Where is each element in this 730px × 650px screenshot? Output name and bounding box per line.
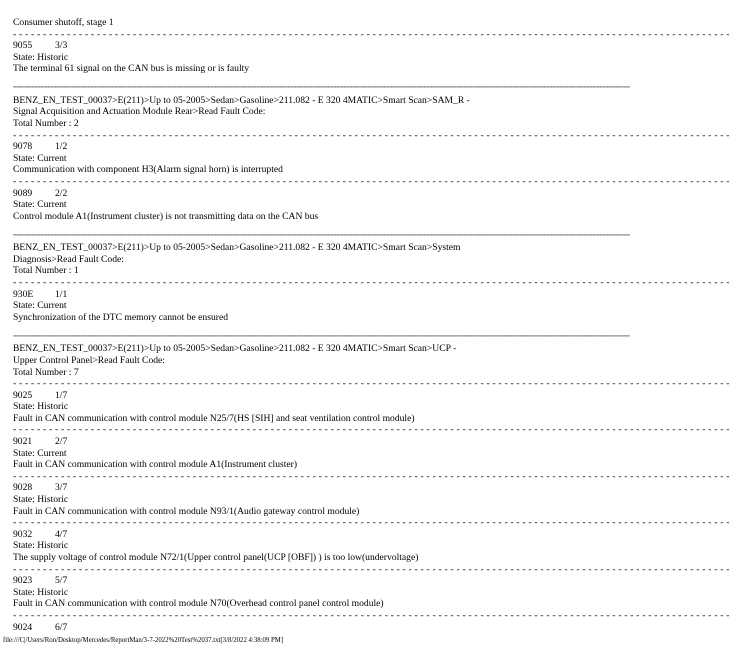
text-line: Total Number : 7 <box>13 366 79 378</box>
dashed-separator: - - - - - - - - - - - - - - - - - - - - - - - - - - - - - - - - - - - - - - - - - - - - - - - - - - - - - - - - - - - - - - - - - - - - - - - - - - - - - - - - - - - - - - - - - - - - - - - - - - - - - - - - - - - - - - - - - - - - - - - - <box>13 28 730 40</box>
fault-code-line <box>13 529 495 541</box>
page-footer-file-path: file:///C|/Users/Ron/Desktop/Mercedes/ReportMan/3-7-2022%20Test%2037.txt[3/8/2022 4:38:09 PM] <box>3 637 284 644</box>
fault-code: 9023 <box>13 575 33 587</box>
blank-line <box>13 222 495 230</box>
fault-index: 1/2 <box>55 141 68 153</box>
fault-code: 9021 <box>13 436 33 448</box>
fault-code-line <box>13 482 495 494</box>
text-line: Control module A1(Instrument cluster) is not transmitting data on the CAN bus <box>13 210 319 222</box>
text-line: Signal Acquisition and Actuation Module Rear>Read Fault Code: <box>13 106 266 118</box>
double-line-separator: ======================================================================================================================================================================================================== <box>13 333 630 340</box>
double-line-separator: ======================================================================================================================================================================================================== <box>13 85 630 92</box>
text-line: State: Current <box>13 447 67 459</box>
text-line: Communication with component H3(Alarm signal horn) is interrupted <box>13 164 283 176</box>
text-line: State: Historic <box>13 51 69 63</box>
fault-code-line <box>13 390 495 402</box>
fault-index: 4/7 <box>55 528 68 540</box>
text-line: Fault in CAN communication with control module N70(Overhead control panel control module) <box>13 598 384 610</box>
dashed-separator: - - - - - - - - - - - - - - - - - - - - - - - - - - - - - - - - - - - - - - - - - - - - - - - - - - - - - - - - - - - - - - - - - - - - - - - - - - - - - - - - - - - - - - - - - - - - - - - - - - - - - - - - - - - - - - - - - - - - - - - - <box>13 129 730 141</box>
fault-index: 3/3 <box>55 40 68 52</box>
text-line: Fault in CAN communication with control module A1(Instrument cluster) <box>13 459 298 471</box>
fault-code: 9089 <box>13 187 33 199</box>
text-line: The supply voltage of control module N72/1(Upper control panel(UCP [OBF]) ) is too low(undervoltage) <box>13 552 419 564</box>
fault-index: 2/7 <box>55 436 68 448</box>
fault-index: 1/1 <box>55 288 68 300</box>
report-text-body <box>13 17 730 633</box>
dashed-separator: - - - - - - - - - - - - - - - - - - - - - - - - - - - - - - - - - - - - - - - - - - - - - - - - - - - - - - - - - - - - - - - - - - - - - - - - - - - - - - - - - - - - - - - - - - - - - - - - - - - - - - - - - - - - - - - - - - - - - - - - <box>13 277 730 289</box>
fault-code-line <box>13 575 495 587</box>
fault-code: 9024 <box>13 621 33 633</box>
text-line: State: Historic <box>13 494 69 506</box>
text-line: State: Current <box>13 152 67 164</box>
fault-index: 2/2 <box>55 187 68 199</box>
dashed-separator: - - - - - - - - - - - - - - - - - - - - - - - - - - - - - - - - - - - - - - - - - - - - - - - - - - - - - - - - - - - - - - - - - - - - - - - - - - - - - - - - - - - - - - - - - - - - - - - - - - - - - - - - - - - - - - - - - - - - - - - - <box>13 470 730 482</box>
fault-index: 1/7 <box>55 389 68 401</box>
fault-code: 9078 <box>13 141 33 153</box>
blank-line <box>13 323 495 331</box>
text-line: The terminal 61 signal on the CAN bus is missing or is faulty <box>13 63 250 75</box>
fault-index: 6/7 <box>55 621 68 633</box>
blank-line <box>13 75 495 83</box>
fault-code: 9055 <box>13 40 33 52</box>
text-line: State: Historic <box>13 540 69 552</box>
text-line: BENZ_EN_TEST_00037>E(211)>Up to 05-2005>Sedan>Gasoline>211.082 - E 320 4MATIC>Smart Scan>System <box>13 242 461 254</box>
dashed-separator: - - - - - - - - - - - - - - - - - - - - - - - - - - - - - - - - - - - - - - - - - - - - - - - - - - - - - - - - - - - - - - - - - - - - - - - - - - - - - - - - - - - - - - - - - - - - - - - - - - - - - - - - - - - - - - - - - - - - - - - - <box>13 563 730 575</box>
fault-code-line <box>13 40 495 52</box>
text-line: BENZ_EN_TEST_00037>E(211)>Up to 05-2005>Sedan>Gasoline>211.082 - E 320 4MATIC>Smart Scan>SAM_R - <box>13 94 470 106</box>
dashed-separator: - - - - - - - - - - - - - - - - - - - - - - - - - - - - - - - - - - - - - - - - - - - - - - - - - - - - - - - - - - - - - - - - - - - - - - - - - - - - - - - - - - - - - - - - - - - - - - - - - - - - - - - - - - - - - - - - - - - - - - - - <box>13 517 730 529</box>
fault-code: 930E <box>13 288 34 300</box>
text-line: State: Historic <box>13 586 69 598</box>
dashed-separator: - - - - - - - - - - - - - - - - - - - - - - - - - - - - - - - - - - - - - - - - - - - - - - - - - - - - - - - - - - - - - - - - - - - - - - - - - - - - - - - - - - - - - - - - - - - - - - - - - - - - - - - - - - - - - - - - - - - - - - - - <box>13 609 730 621</box>
text-line: Total Number : 1 <box>13 265 79 277</box>
fault-index: 5/7 <box>55 575 68 587</box>
text-line: State: Current <box>13 300 67 312</box>
fault-index: 3/7 <box>55 482 68 494</box>
fault-code-line <box>13 141 495 153</box>
text-line: Fault in CAN communication with control module N93/1(Audio gateway control module) <box>13 505 360 517</box>
fault-code-line <box>13 188 495 200</box>
dashed-separator: - - - - - - - - - - - - - - - - - - - - - - - - - - - - - - - - - - - - - - - - - - - - - - - - - - - - - - - - - - - - - - - - - - - - - - - - - - - - - - - - - - - - - - - - - - - - - - - - - - - - - - - - - - - - - - - - - - - - - - - - <box>13 378 730 390</box>
text-line: Fault in CAN communication with control module N25/7(HS [SIH] and seat ventilation control module) <box>13 412 415 424</box>
text-line: State: Historic <box>13 401 69 413</box>
dashed-separator: - - - - - - - - - - - - - - - - - - - - - - - - - - - - - - - - - - - - - - - - - - - - - - - - - - - - - - - - - - - - - - - - - - - - - - - - - - - - - - - - - - - - - - - - - - - - - - - - - - - - - - - - - - - - - - - - - - - - - - - - <box>13 176 730 188</box>
text-line: Total Number : 2 <box>13 118 79 130</box>
fault-code-line <box>13 289 495 301</box>
fault-code: 9025 <box>13 389 33 401</box>
fault-code-line <box>13 436 495 448</box>
text-line: State: Current <box>13 199 67 211</box>
fault-code: 9028 <box>13 482 33 494</box>
text-line: Consumer shutoff, stage 1 <box>13 17 114 28</box>
fault-code-line <box>13 622 495 634</box>
fault-code: 9032 <box>13 528 33 540</box>
dashed-separator: - - - - - - - - - - - - - - - - - - - - - - - - - - - - - - - - - - - - - - - - - - - - - - - - - - - - - - - - - - - - - - - - - - - - - - - - - - - - - - - - - - - - - - - - - - - - - - - - - - - - - - - - - - - - - - - - - - - - - - - - <box>13 424 730 436</box>
text-line: Upper Control Panel>Read Fault Code: <box>13 354 165 366</box>
text-line: BENZ_EN_TEST_00037>E(211)>Up to 05-2005>Sedan>Gasoline>211.082 - E 320 4MATIC>Smart Scan>UCP - <box>13 343 457 355</box>
double-line-separator: ======================================================================================================================================================================================================== <box>13 232 630 239</box>
text-line: Diagnosis>Read Fault Code: <box>13 253 124 265</box>
text-line: Synchronization of the DTC memory cannot be ensured <box>13 311 229 323</box>
